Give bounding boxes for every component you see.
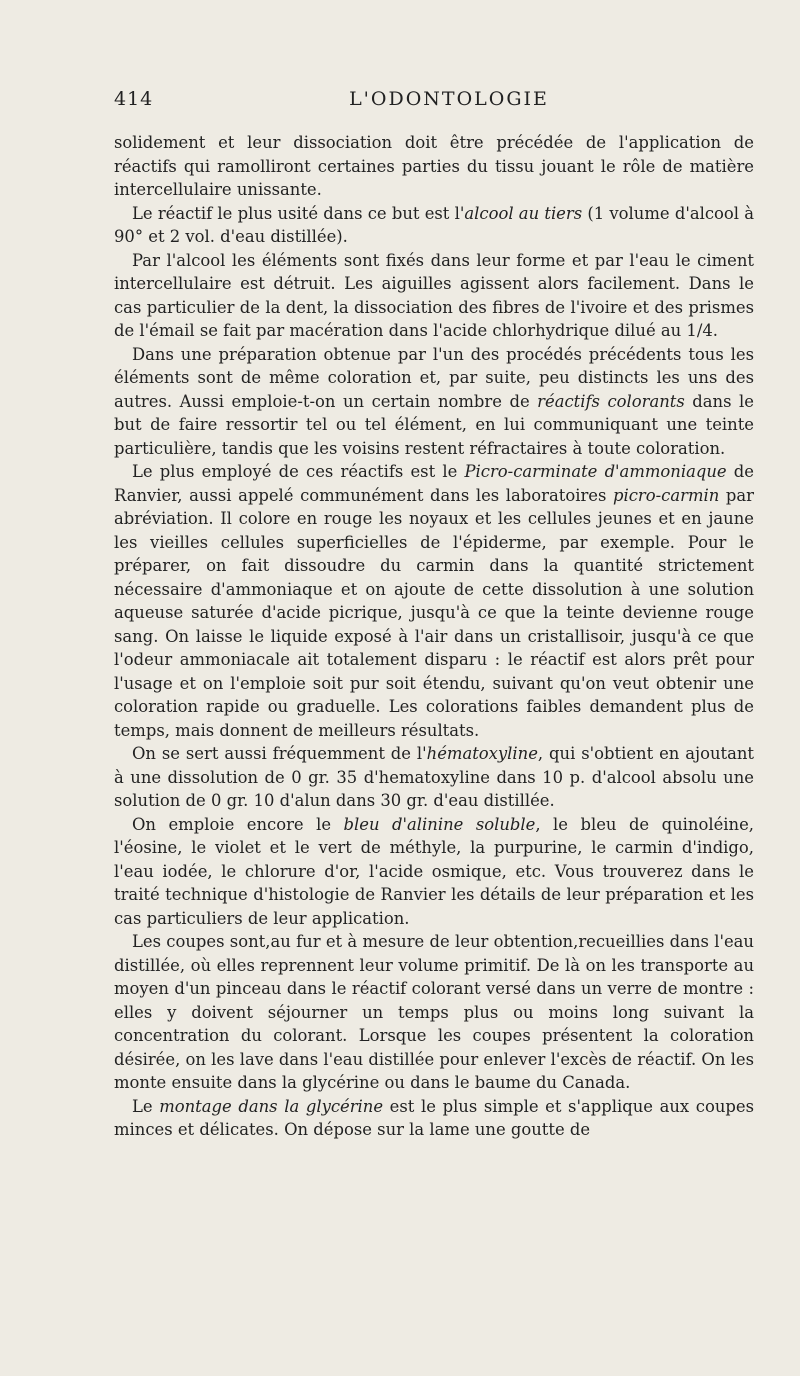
text-run: On emploie encore le: [132, 814, 344, 834]
body-text: [114, 131, 754, 1142]
paragraph: [114, 813, 754, 931]
text-run: Le plus employé de ces réactifs est le: [132, 462, 465, 481]
italic-term: réactifs colorants: [537, 391, 685, 411]
text-run: Par l'alcool les éléments sont fixés dans leur forme et par l'eau le ciment intercellulaire est détruit. Les aiguilles agissent alors facilement. Dans le cas particulier de la dent, la dissociation des fibres de l'ivoire et des prismes de l'émail se fait par macération dans l'acide chlorhydrique dilué au 1/4.: [114, 250, 754, 340]
italic-term: bleu d'alinine soluble: [343, 814, 536, 834]
italic-term: picro-carmin: [613, 485, 720, 505]
page-number: 414: [114, 88, 154, 110]
text-run: On se sert aussi fréquemment de l': [132, 744, 427, 763]
paragraph: [114, 249, 754, 343]
italic-term: montage dans la glycérine: [159, 1096, 384, 1116]
italic-term: hématoxyline: [426, 744, 538, 763]
italic-term: Picro-carminate d'ammoniaque: [464, 462, 727, 481]
paragraph: [114, 460, 754, 742]
text-run: est le plus simple et s'applique aux coupes minces et délicates. On dépose sur la lame une goutte de: [114, 1096, 754, 1139]
paragraph: [114, 202, 754, 249]
page-header: [114, 88, 754, 114]
text-run: de Ranvier, aussi appelé communément dans les laboratoires: [114, 462, 754, 505]
paragraph: [114, 1095, 754, 1142]
italic-term: alcool au tiers: [464, 203, 583, 223]
paragraph: [114, 742, 754, 813]
text-run: Le: [132, 1096, 160, 1116]
text-run: Dans une préparation obtenue par l'un des procédés précédents tous les éléments sont de même coloration et, par suite, peu distincts les uns des autres. Aussi emploie-t-on un certain nombre de: [114, 344, 754, 411]
text-run: Le réactif le plus usité dans ce but est l': [132, 203, 465, 223]
text-run: par abréviation. Il colore en rouge les noyaux et les cellules jeunes et en jaune les vieilles cellules superficielles de l'épiderme, par exemple. Pour le préparer, on fait dissoudre du carmin dans la quantité strictement nécessaire d'ammoniaque et on ajoute de cette dissolution à une solution aqueuse saturée d'acide picrique, jusqu'à ce que la teinte devienne rouge sang. On laisse le liquide exposé à l'air dans un cristallisoir, jusqu'à ce que l'odeur ammoniacale ait totalement disparu : le réactif est alors prêt pour l'usage et on l'emploie soit pur soit étendu, suivant qu'on veut obtenir une coloration rapide ou graduelle. Les colorations faibles demandent plus de temps, mais donnent de meilleurs résultats.: [114, 485, 755, 740]
running-title: L'ODONTOLOGIE: [349, 88, 549, 110]
text-run: solidement et leur dissociation doit être précédée de l'application de réactifs qui ramolliront certaines parties du tissu jouant le rôle de matière intercellulaire unissante.: [114, 133, 754, 199]
text-run: , qui s'obtient en ajoutant à une dissolution de 0 gr. 35 d'hematoxyline dans 10 p. d'alcool absolu une solution de 0 gr. 10 d'alun dans 30 gr. d'eau distillée.: [114, 744, 754, 810]
paragraph: [114, 131, 754, 202]
text-run: (1 volume d'alcool à 90° et 2 vol. d'eau distillée).: [114, 203, 754, 246]
text-run: dans le but de faire ressortir tel ou tel élément, en lui communiquant une teinte particulière, tandis que les voisins restent réfractaires à toute coloration.: [114, 391, 754, 458]
text-run: , le bleu de quinoléine, l'éosine, le violet et le vert de méthyle, la purpurine, le carmin d'indigo, l'eau iodée, le chlorure d'or, l'acide osmique, etc. Vous trouverez dans le traité technique d'histologie de Ranvier les détails de leur préparation et les cas particuliers de leur application.: [114, 814, 754, 928]
text-run: Les coupes sont,au fur et à mesure de leur obtention,recueillies dans l'eau distillée, où elles reprennent leur volume primitif. De là on les transporte au moyen d'un pinceau dans le réactif colorant versé dans un verre de montre : elles y doivent séjourner un temps plus ou moins long suivant la concentration du colorant. Lorsque les coupes présentent la coloration désirée, on les lave dans l'eau distillée pour enlever l'excès de réactif. On les monte ensuite dans la glycérine ou dans le baume du Canada.: [114, 932, 754, 1092]
paragraph: [114, 930, 754, 1095]
paragraph: [114, 343, 754, 461]
